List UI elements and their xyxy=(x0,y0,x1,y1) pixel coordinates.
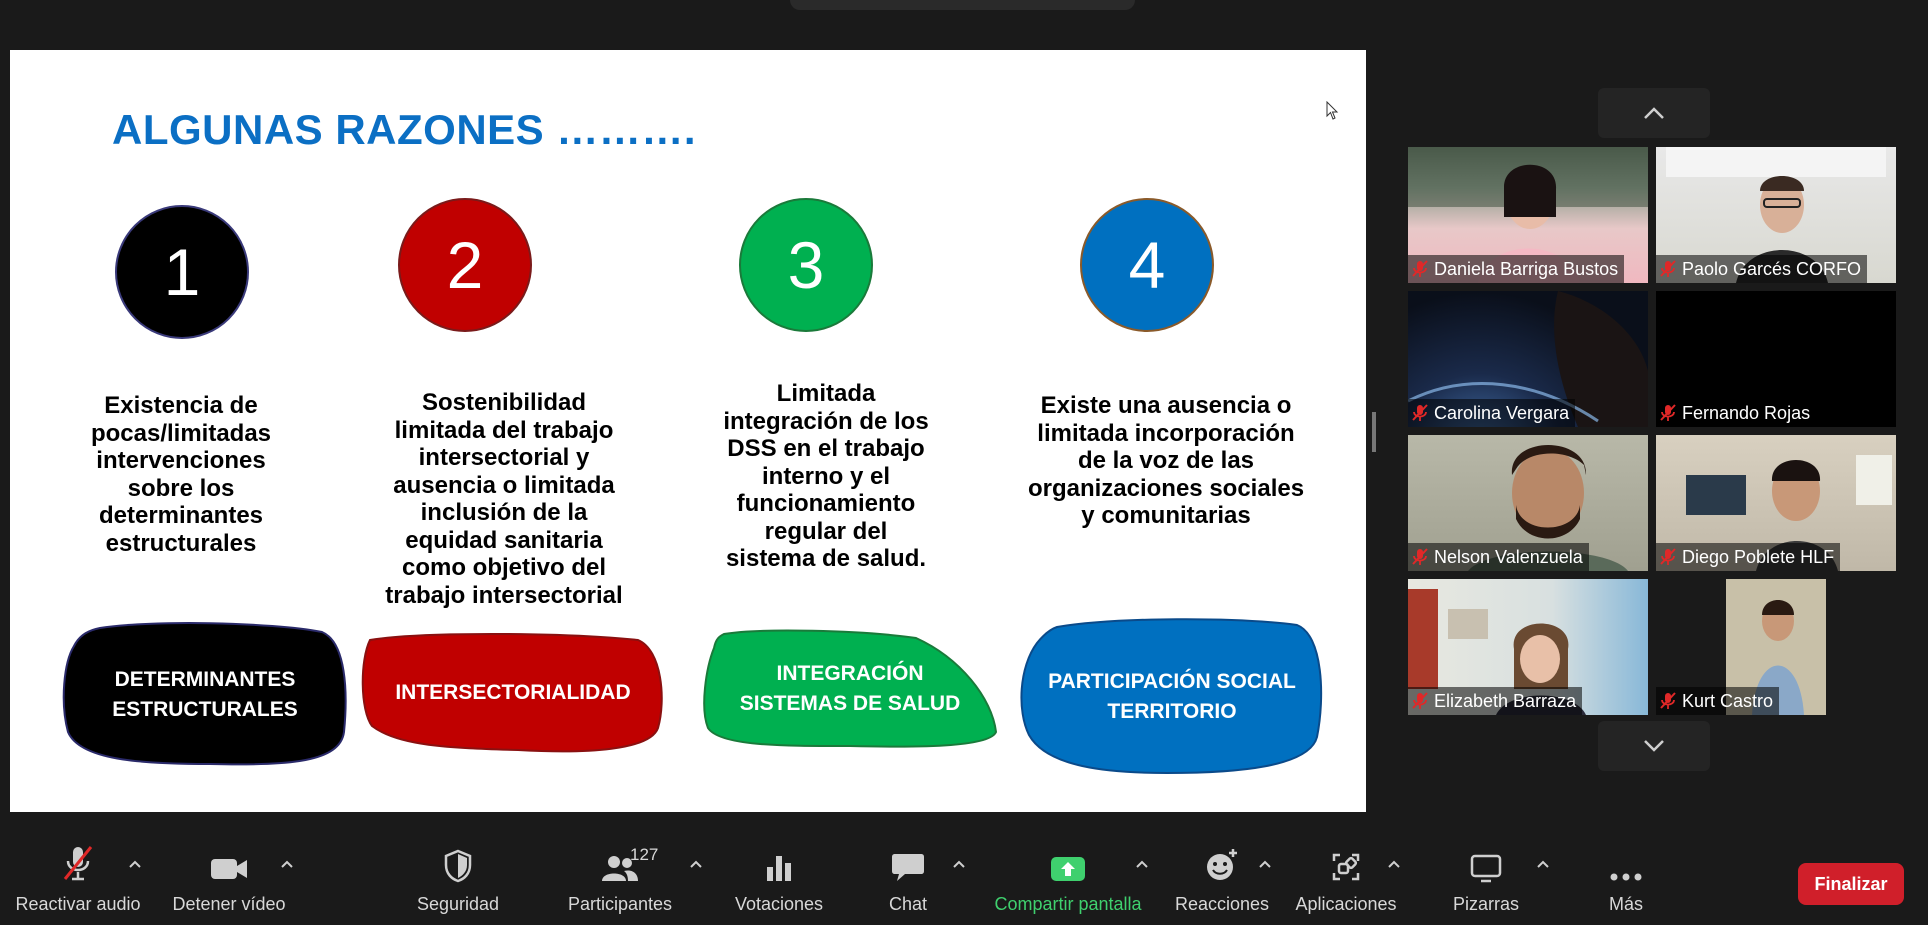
participants-options-caret-icon[interactable] xyxy=(688,858,704,870)
panel-splitter-handle[interactable] xyxy=(1372,412,1376,452)
muted-mic-icon xyxy=(1412,404,1428,422)
participant-name-tag xyxy=(1656,687,1779,715)
tag-participacion xyxy=(1017,617,1327,777)
muted-mic-icon xyxy=(1660,404,1676,422)
whiteboards-options-caret-icon[interactable] xyxy=(1535,858,1551,870)
muted-microphone-icon xyxy=(48,835,108,883)
whiteboard-icon xyxy=(1456,835,1516,883)
participant-name-tag xyxy=(1408,687,1582,715)
participant-name-tag xyxy=(1408,255,1624,283)
tag-integracion xyxy=(700,628,1000,750)
muted-mic-icon xyxy=(1412,548,1428,566)
shield-icon xyxy=(428,835,488,883)
gallery-next-page-button[interactable] xyxy=(1598,721,1710,771)
tag-label-1: DETERMINANTES ESTRUCTURALES xyxy=(112,668,298,721)
chat-options-caret-icon[interactable] xyxy=(951,858,967,870)
participant-name: Diego Poblete HLF xyxy=(1682,546,1835,567)
reason-description-4: Existe una ausencia o limitada incorporación de la voz de las organizaciones sociales y comunitarias xyxy=(1027,392,1305,529)
video-tile-8[interactable] xyxy=(1656,579,1896,715)
video-tile-5[interactable] xyxy=(1408,435,1648,571)
apps-button[interactable] xyxy=(1290,835,1402,925)
top-menu-handle[interactable] xyxy=(790,0,1135,10)
participant-name-tag xyxy=(1656,543,1840,571)
muted-mic-icon xyxy=(1412,260,1428,278)
polls-label: Votaciones xyxy=(734,894,824,914)
tag-determinantes xyxy=(60,622,350,768)
share-options-caret-icon[interactable] xyxy=(1134,858,1150,870)
chevron-down-icon xyxy=(1642,739,1666,753)
participants-count: 127 xyxy=(630,845,659,864)
stop-video-label: Detener vídeo xyxy=(172,894,286,914)
polls-button[interactable] xyxy=(727,835,831,925)
security-label: Seguridad xyxy=(416,894,500,914)
reason-number-4: 4 xyxy=(1080,198,1214,332)
apps-label: Aplicaciones xyxy=(1295,894,1397,914)
stop-video-button[interactable] xyxy=(164,835,294,925)
unmute-button[interactable] xyxy=(10,835,146,925)
participants-button[interactable] xyxy=(561,835,679,925)
video-tile-3[interactable] xyxy=(1408,291,1648,427)
participant-name: Elizabeth Barraza xyxy=(1434,690,1577,711)
chat-label: Chat xyxy=(888,894,928,914)
reason-number-2: 2 xyxy=(398,198,532,332)
bar-chart-icon xyxy=(749,835,809,883)
participant-name: Daniela Barriga Bustos xyxy=(1434,258,1619,279)
muted-mic-icon xyxy=(1660,692,1676,710)
reason-description-3: Limitada integración de los DSS en el trabajo interno y el funcionamiento regular del sistema de salud. xyxy=(723,380,929,572)
participant-name: Kurt Castro xyxy=(1682,690,1774,711)
apps-options-caret-icon[interactable] xyxy=(1386,858,1402,870)
slide-title: ALGUNAS RAZONES ………. xyxy=(112,106,697,153)
meeting-toolbar xyxy=(0,835,1928,925)
gallery-previous-page-button[interactable] xyxy=(1598,88,1710,138)
apps-icon xyxy=(1316,835,1376,883)
share-screen-icon xyxy=(1038,835,1098,883)
tag-intersectorialidad xyxy=(358,630,668,755)
whiteboards-label: Pizarras xyxy=(1452,894,1519,914)
share-screen-label: Compartir pantalla xyxy=(994,894,1142,914)
participant-name-tag xyxy=(1656,255,1867,283)
chat-bubble-icon xyxy=(878,835,938,883)
chat-button[interactable] xyxy=(868,835,948,925)
participant-name: Fernando Rojas xyxy=(1682,402,1811,423)
video-tile-6[interactable] xyxy=(1656,435,1896,571)
more-label: Más xyxy=(1608,894,1643,914)
tag-label-3: INTEGRACIÓN SISTEMAS DE SALUD xyxy=(739,662,961,715)
participant-name-tag xyxy=(1656,399,1816,427)
muted-mic-icon xyxy=(1412,692,1428,710)
muted-mic-icon xyxy=(1660,260,1676,278)
share-screen-button[interactable] xyxy=(988,835,1148,925)
audio-options-caret-icon[interactable] xyxy=(127,858,143,870)
video-tile-7[interactable] xyxy=(1408,579,1648,715)
emoji-add-icon xyxy=(1192,835,1252,883)
participant-name: Nelson Valenzuela xyxy=(1434,546,1583,567)
end-meeting-button[interactable]: Finalizar xyxy=(1798,863,1904,905)
participant-name-tag xyxy=(1408,399,1575,427)
tag-label-2: INTERSECTORIALIDAD xyxy=(395,680,631,704)
participant-name: Carolina Vergara xyxy=(1434,402,1570,423)
security-button[interactable] xyxy=(408,835,508,925)
mouse-cursor-icon xyxy=(1326,101,1340,121)
video-tile-2[interactable] xyxy=(1656,147,1896,283)
reactions-button[interactable] xyxy=(1172,835,1272,925)
participants-label: Participantes xyxy=(567,894,673,914)
shared-screen-slide xyxy=(10,50,1366,812)
muted-mic-icon xyxy=(1660,548,1676,566)
tag-label-4: PARTICIPACIÓN SOCIAL TERRITORIO xyxy=(1048,670,1296,723)
video-camera-icon xyxy=(199,835,259,883)
reason-number-1: 1 xyxy=(115,205,249,339)
whiteboards-button[interactable] xyxy=(1438,835,1534,925)
video-tile-4[interactable] xyxy=(1656,291,1896,427)
people-icon xyxy=(590,835,659,883)
video-tile-1[interactable] xyxy=(1408,147,1648,283)
more-button[interactable] xyxy=(1596,835,1656,925)
reactions-label: Reacciones xyxy=(1174,894,1270,914)
video-options-caret-icon[interactable] xyxy=(279,858,295,870)
reason-number-3: 3 xyxy=(739,198,873,332)
unmute-label: Reactivar audio xyxy=(15,894,141,914)
reason-description-1: Existencia de pocas/limitadas intervenciones sobre los determinantes estructurales xyxy=(90,392,272,557)
reactions-options-caret-icon[interactable] xyxy=(1257,858,1273,870)
more-dots-icon xyxy=(1596,835,1656,883)
participant-name: Paolo Garcés CORFO xyxy=(1682,258,1862,279)
reason-description-2: Sostenibilidad limitada del trabajo intersectorial y ausencia o limitada inclusión de la equidad sanitaria como objetivo del trabajo intersectorial xyxy=(385,389,623,609)
participant-name-tag xyxy=(1408,543,1589,571)
chevron-up-icon xyxy=(1642,106,1666,120)
